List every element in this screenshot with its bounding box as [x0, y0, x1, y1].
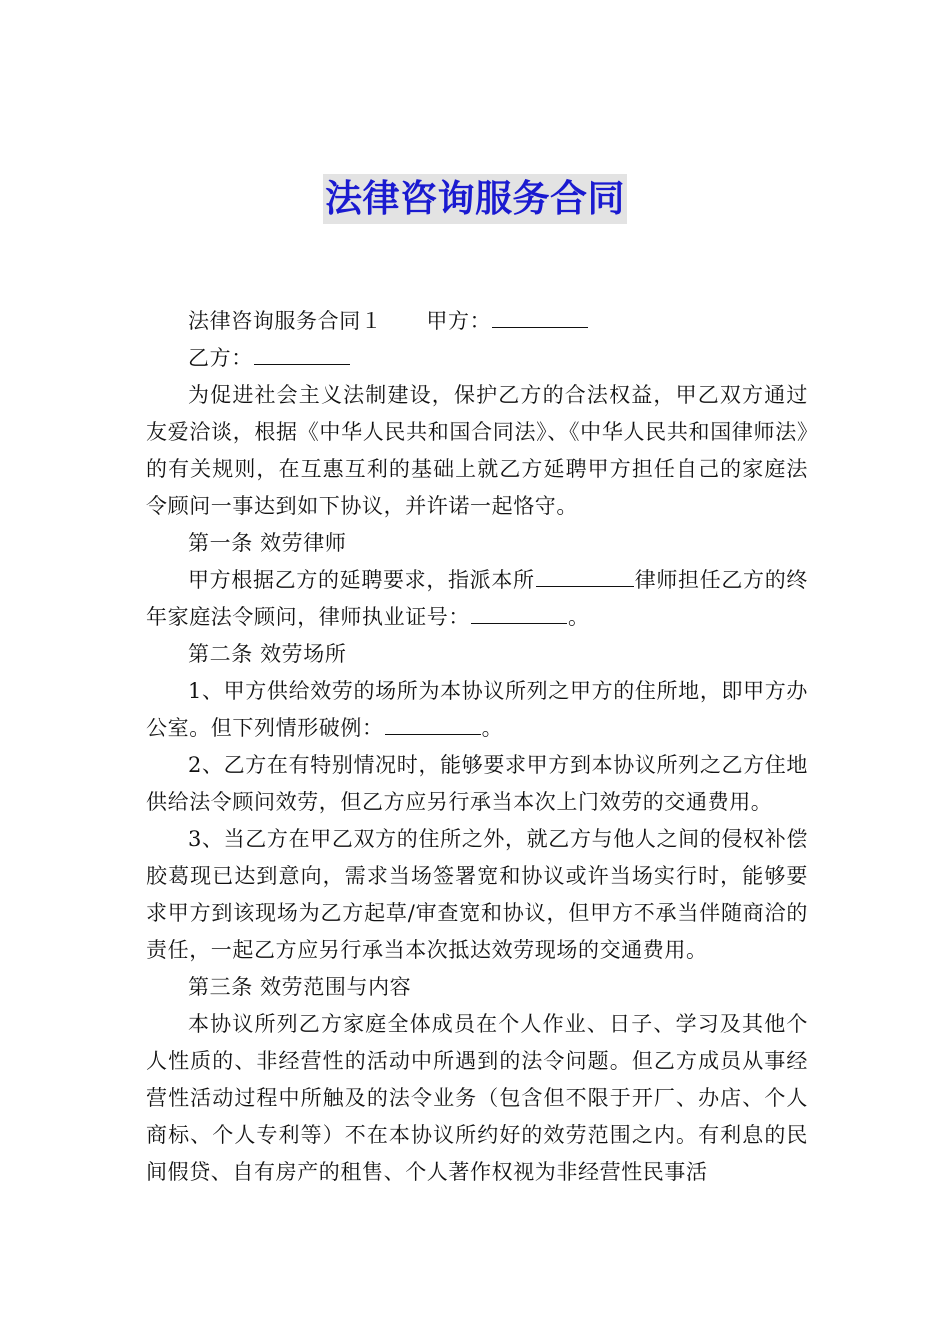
license-number-blank	[471, 599, 567, 624]
document-title: 法律咨询服务合同	[323, 174, 627, 224]
party-b-label: 乙方：	[188, 346, 253, 370]
party-b-line	[146, 340, 808, 377]
article1-heading: 第一条 效劳律师	[188, 531, 347, 555]
article2-heading: 第二条 效劳场所	[188, 642, 347, 666]
article2-item3: 3、当乙方在甲乙双方的住所之外，就乙方与他人之间的侵权补偿胶葛现已达到意向，需求当场签署宽和协议或许当场实行时，能够要求甲方到该现场为乙方起草/审查宽和协议，但甲方不承当伴随商洽的责任，一起乙方应另行承当本次抵达效劳现场的交通费用。	[146, 827, 808, 962]
article1-text-before: 甲方根据乙方的延聘要求，指派本所	[188, 568, 535, 592]
article2-item1-text: 1、甲方供给效劳的场所为本协议所列之甲方的住所地，即甲方办公室。但下列情形破例：	[146, 679, 808, 740]
article2-item1-end: 。	[481, 716, 504, 740]
article3-paragraph: 本协议所列乙方家庭全体成员在个人作业、日子、学习及其他个人性质的、非经营性的活动中所遇到的法令问题。但乙方成员从事经营性活动过程中所触及的法令业务（包含但不限于开厂、办店、个人商标、个人专利等）不在本协议所约好的效劳范围之内。有利息的民间假贷、自有房产的租售、个人著作权视为非经营性民事活	[146, 1012, 808, 1184]
article1-text-middle: 律师担任乙方的终年家庭法令顾问，律师执业证号：	[146, 568, 808, 629]
lawyer-name-blank	[536, 562, 634, 587]
header-line	[146, 303, 808, 340]
party-b-blank	[254, 340, 350, 365]
article3-heading: 第三条 效劳范围与内容	[188, 975, 412, 999]
article1-paragraph	[146, 562, 808, 636]
title-container	[0, 174, 950, 224]
article1-text-after: 。	[568, 605, 590, 629]
exception-blank	[385, 710, 481, 735]
party-a-label: 甲方：	[426, 309, 492, 333]
article2-item1	[146, 673, 808, 747]
article2-item2: 2、乙方在有特别情况时，能够要求甲方到本协议所列之乙方住地供给法令顾问效劳，但乙方应另行承当本次上门效劳的交通费用。	[146, 753, 808, 814]
document-body	[146, 303, 808, 1191]
party-a-blank	[492, 303, 588, 328]
doc-ref: 法律咨询服务合同１	[188, 309, 383, 333]
intro-paragraph: 为促进社会主义法制建设，保护乙方的合法权益，甲乙双方通过友爱洽谈，根据《中华人民共和国合同法》、《中华人民共和国律师法》的有关规则，在互惠互利的基础上就乙方延聘甲方担任自己的家庭法令顾问一事达到如下协议，并许诺一起恪守。	[146, 383, 808, 518]
